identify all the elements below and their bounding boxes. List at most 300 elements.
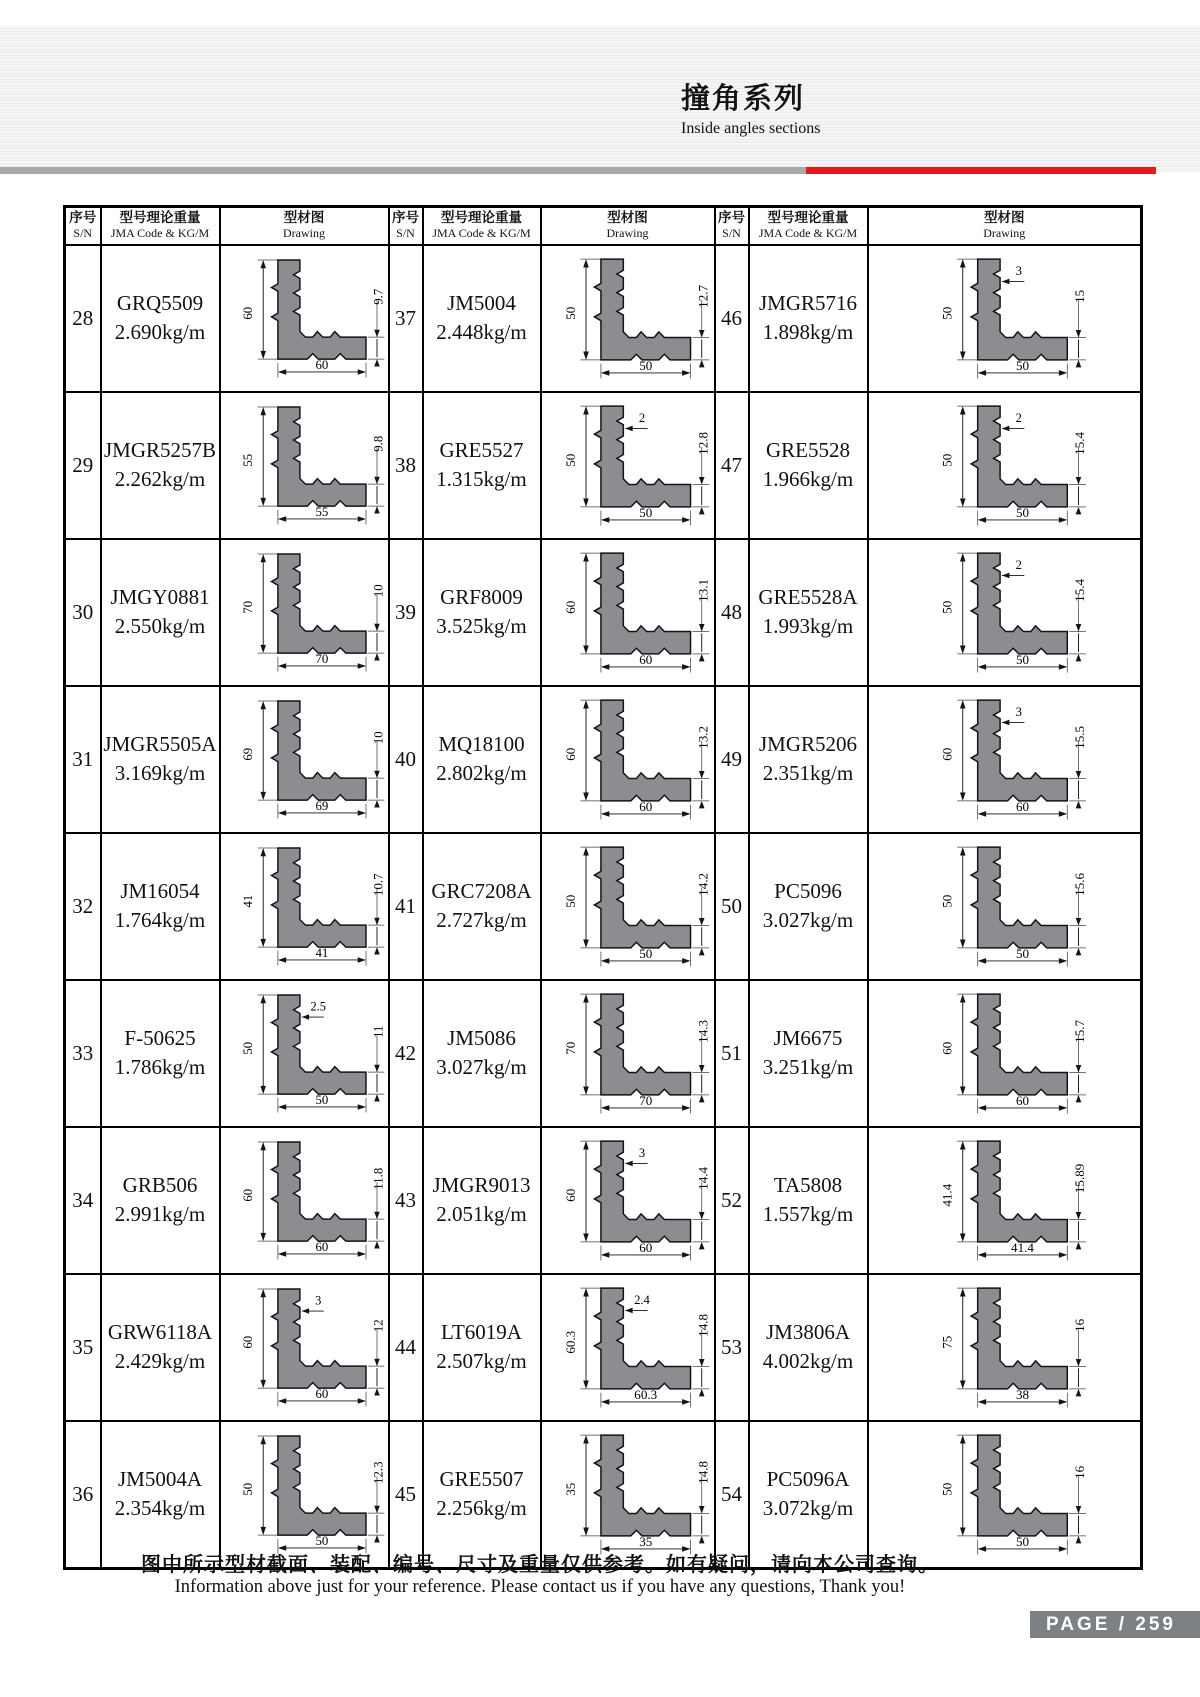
code-cell [101,686,220,833]
code-value: JM16054 [120,878,200,903]
drawing-cell [868,1127,1142,1274]
sn-value: 44 [395,1334,416,1359]
col-header-drawing: 型材图 Drawing [220,207,389,245]
profile-shape [271,260,366,359]
drawing-cell [868,392,1142,539]
code-cell [101,1421,220,1569]
drawing-cell [220,1127,389,1274]
sn-value: 52 [721,1187,742,1212]
dim-vertical-label: 50 [939,453,955,467]
profile-drawing [221,981,388,1121]
drawing-cell [868,245,1142,392]
dim-thickness-label: 15 [1071,289,1087,303]
sn-cell [389,1274,423,1421]
sn-cell [389,980,423,1127]
dim-horizontal-label: 50 [1015,357,1029,373]
drawing-cell [220,392,389,539]
drawing-cell [220,980,389,1127]
profile-shape [271,1436,366,1535]
dim-thickness-label: 15.4 [1071,431,1087,455]
code-value: JMGR5206 [758,731,858,756]
profile-shape [594,700,690,801]
weight-value: 2.802kg/m [436,761,527,785]
sn-value: 34 [72,1187,94,1212]
weight-value: 1.898kg/m [762,320,854,344]
dim-thickness-label: 12.8 [694,431,710,455]
weight-value: 2.051kg/m [436,1202,527,1226]
sn-value: 42 [395,1040,416,1065]
code-value: GRE5507 [439,1466,524,1491]
profile-shape [594,553,690,654]
sn-cell [389,1421,423,1569]
sn-value: 33 [72,1040,94,1065]
col-header-sn: 序号 S/N [65,207,101,245]
weight-value: 2.448kg/m [436,320,527,344]
dim-horizontal-label: 60 [315,1386,328,1401]
table-row [65,1421,1142,1569]
dim-horizontal-label: 50 [1015,1533,1029,1549]
profile-shape [971,1288,1067,1389]
sn-cell [389,245,423,392]
sn-cell [65,980,101,1127]
profile-drawing [869,1275,1141,1415]
dim-thickness-label: 14.8 [694,1313,710,1337]
drawing-cell [868,539,1142,686]
code-cell [101,245,220,392]
col-header-drawing: 型材图 Drawing [868,207,1142,245]
profile-shape [971,847,1067,948]
sn-cell [715,686,749,833]
dim-thickness-label: 15.7 [1071,1019,1087,1043]
code-cell [749,1421,868,1569]
code-cell [749,539,868,686]
sn-cell [65,245,101,392]
drawing-cell [541,1127,715,1274]
sn-cell [65,833,101,980]
profile-drawing [542,1128,714,1268]
sn-cell [389,833,423,980]
profile-shape [594,259,690,360]
drawing-cell [868,1274,1142,1421]
sn-cell [715,833,749,980]
dim-thickness-label: 13.1 [694,578,710,602]
profile-drawing [221,1422,388,1562]
code-cell [423,245,541,392]
code-value: F-50625 [124,1025,196,1050]
code-value: JM6675 [773,1025,843,1050]
profile-drawing [221,1275,388,1415]
dim-horizontal-label: 70 [315,651,328,666]
sn-value: 40 [395,746,416,771]
profile-drawing [869,981,1141,1121]
col-header-code: 型号理论重量 JMA Code & KG/M [423,207,541,245]
weight-value: 2.690kg/m [114,320,206,344]
profile-drawing [542,1422,714,1562]
profile-drawing [542,1275,714,1415]
weight-value: 1.993kg/m [762,614,854,638]
weight-value: 3.169kg/m [114,761,206,785]
dim-vertical-label: 60 [562,600,578,614]
accent-bar-red [806,167,1156,174]
dim-vertical-label: 69 [240,747,255,761]
sn-cell [389,686,423,833]
profile-shape [594,847,690,948]
weight-value: 1.966kg/m [762,467,854,491]
code-cell [423,1274,541,1421]
sn-cell [65,392,101,539]
dim-thickness-label: 11 [370,1025,385,1038]
col-header-code: 型号理论重量 JMA Code & KG/M [749,207,868,245]
code-cell [423,833,541,980]
code-cell [101,392,220,539]
drawing-cell [541,980,715,1127]
dim-thickness-label: 15.4 [1071,578,1087,602]
dim-vertical-label: 75 [939,1335,955,1349]
sn-value: 49 [721,746,742,771]
table-row [65,1127,1142,1274]
code-cell [423,1421,541,1569]
profile-drawing [221,834,388,974]
drawing-cell [541,539,715,686]
dim-vertical-label: 70 [562,1041,578,1055]
dim-thickness-label: 16 [1071,1465,1087,1479]
weight-value: 2.351kg/m [762,761,854,785]
profile-drawing [221,393,388,533]
sn-cell [65,1274,101,1421]
code-value: JM5004 [447,290,516,315]
dim-thickness-label: 10 [370,583,385,597]
sn-value: 41 [395,893,416,918]
dim-wall-label: 2 [638,410,645,425]
profile-drawing [542,540,714,680]
sn-value: 37 [395,305,416,330]
code-value: PC5096 [774,878,842,903]
col-header-code: 型号理论重量 JMA Code & KG/M [101,207,220,245]
sn-cell [715,245,749,392]
code-value: GRE5527 [439,437,524,462]
code-value: JMGR5257B [103,437,217,462]
weight-value: 2.354kg/m [114,1496,206,1520]
dim-vertical-label: 50 [939,1482,955,1496]
weight-value: 3.525kg/m [436,614,527,638]
weight-value: 3.027kg/m [762,908,854,932]
accent-bar [0,167,1200,174]
code-value: GRB506 [122,1172,198,1197]
weight-value: 2.727kg/m [436,908,527,932]
code-value: JM5004A [117,1466,202,1491]
profile-shape [971,994,1067,1095]
code-value: MQ18100 [438,731,525,756]
code-cell [749,980,868,1127]
col-header-sn: 序号 S/N [715,207,749,245]
profile-drawing [221,687,388,827]
dim-thickness-label: 10.7 [370,873,385,896]
dim-thickness-label: 16 [1071,1318,1087,1332]
profile-shape [271,554,366,653]
table-header-row [65,207,1142,245]
dim-horizontal-label: 38 [1015,1386,1029,1402]
dim-vertical-label: 50 [562,306,578,320]
dim-vertical-label: 50 [240,1041,255,1055]
code-cell [101,833,220,980]
profile-drawing [542,246,714,386]
catalog-table [63,205,1143,1570]
code-cell [423,686,541,833]
drawing-cell [868,833,1142,980]
weight-value: 2.507kg/m [436,1349,527,1373]
weight-value: 3.072kg/m [762,1496,854,1520]
sn-cell [389,392,423,539]
dim-thickness-label: 14.4 [694,1166,710,1190]
profile-drawing [869,1128,1141,1268]
dim-horizontal-label: 55 [315,504,328,519]
code-cell [423,539,541,686]
dim-horizontal-label: 60 [315,1239,328,1254]
dim-vertical-label: 50 [562,894,578,908]
dim-wall-label: 3 [314,1293,321,1308]
code-cell [101,1127,220,1274]
code-value: JMGR5505A [103,731,217,756]
code-value: JMGR5716 [758,290,858,315]
header-texture-band [0,26,1200,172]
profile-drawing [869,393,1141,533]
code-cell [101,1274,220,1421]
dim-thickness-label: 12.3 [370,1461,385,1484]
sn-value: 30 [72,599,94,624]
dim-horizontal-label: 50 [638,357,652,373]
profile-drawing [542,834,714,974]
sn-value: 36 [72,1481,94,1506]
weight-value: 2.550kg/m [114,614,206,638]
dim-horizontal-label: 50 [1015,945,1029,961]
dim-horizontal-label: 41.4 [1010,1239,1034,1255]
dim-vertical-label: 50 [562,453,578,467]
dim-vertical-label: 60 [562,747,578,761]
sn-value: 31 [72,746,94,771]
code-value: GRE5528A [758,584,858,609]
profile-drawing [542,393,714,533]
dim-vertical-label: 60 [240,306,255,320]
dim-horizontal-label: 70 [638,1092,652,1108]
dim-thickness-label: 9.8 [370,435,385,452]
sn-cell [715,392,749,539]
drawing-cell [541,392,715,539]
profile-shape [271,1142,366,1241]
code-value: GRC7208A [431,878,532,903]
dim-horizontal-label: 41 [315,945,328,960]
drawing-cell [541,833,715,980]
dim-wall-label: 3 [1015,704,1022,719]
dim-horizontal-label: 50 [315,1533,328,1548]
weight-value: 2.991kg/m [114,1202,206,1226]
table-row [65,686,1142,833]
code-cell [101,539,220,686]
sn-value: 47 [721,452,742,477]
dim-vertical-label: 35 [562,1482,578,1496]
code-cell [749,1127,868,1274]
code-value: GRE5528 [766,437,850,462]
dim-horizontal-label: 60 [1015,1092,1029,1108]
dim-horizontal-label: 60 [315,357,328,372]
footer-note-cn: 图中所示型材截面、装配、编号、尺寸及重量仅供参考。如有疑问，请向本公司查询。 [141,1552,939,1576]
profile-shape [271,407,366,506]
sn-value: 38 [395,452,416,477]
code-value: JMGR9013 [432,1172,531,1197]
sn-value: 53 [721,1334,742,1359]
weight-value: 1.786kg/m [114,1055,206,1079]
code-value: GRF8009 [440,584,523,609]
drawing-cell [220,686,389,833]
weight-value: 2.256kg/m [436,1496,527,1520]
dim-horizontal-label: 50 [1015,504,1029,520]
sn-cell [715,1127,749,1274]
profile-drawing [542,687,714,827]
dim-horizontal-label: 50 [1015,651,1029,667]
page-number-badge: PAGE / 259 [1030,1611,1200,1638]
dim-vertical-label: 60.3 [562,1330,578,1354]
table-row [65,539,1142,686]
sn-cell [65,1421,101,1569]
sn-cell [715,1421,749,1569]
page-subtitle: Inside angles sections [681,120,821,137]
dim-vertical-label: 50 [939,600,955,614]
dim-horizontal-label: 35 [638,1533,652,1549]
dim-horizontal-label: 50 [638,504,652,520]
profile-drawing [221,1128,388,1268]
dim-horizontal-label: 60.3 [633,1386,657,1402]
col-header-sn: 序号 S/N [389,207,423,245]
code-value: TA5808 [773,1172,843,1197]
code-cell [749,245,868,392]
dim-vertical-label: 60 [240,1335,255,1349]
code-value: PC5096A [766,1466,850,1491]
dim-vertical-label: 60 [240,1188,255,1202]
dim-horizontal-label: 60 [638,798,652,814]
drawing-cell [868,980,1142,1127]
dim-horizontal-label: 50 [315,1092,328,1107]
code-cell [423,980,541,1127]
dim-wall-label: 3 [1015,263,1022,278]
dim-thickness-label: 12 [370,1318,385,1332]
weight-value: 1.557kg/m [762,1202,854,1226]
dim-vertical-label: 60 [939,747,955,761]
code-cell [101,980,220,1127]
sn-cell [65,539,101,686]
drawing-cell [220,1421,389,1569]
profile-drawing [542,981,714,1121]
weight-value: 1.764kg/m [114,908,206,932]
dim-wall-label: 2 [1015,557,1022,572]
code-cell [423,1127,541,1274]
sn-value: 29 [72,452,94,477]
page-title: 撞角系列 [681,81,806,115]
dim-horizontal-label: 50 [638,945,652,961]
footer-note-en: Information above just for your reference. Please contact us if you have any questions, Thank you! [174,1577,906,1597]
page-title-block [681,76,821,138]
sn-value: 50 [721,893,742,918]
table-row [65,392,1142,539]
sn-cell [715,1274,749,1421]
sn-cell [715,980,749,1127]
code-value: GRW6118A [107,1319,213,1344]
dim-thickness-label: 14.2 [694,872,710,896]
code-cell [423,392,541,539]
sn-value: 46 [721,305,742,330]
profile-drawing [869,687,1141,827]
dim-vertical-label: 50 [240,1482,255,1496]
profile-drawing [869,246,1141,386]
code-value: LT6019A [441,1319,522,1344]
table-row [65,980,1142,1127]
code-value: JM5086 [447,1025,516,1050]
profile-shape [271,848,366,947]
dim-wall-label: 2 [1015,410,1022,425]
accent-bar-gray [0,167,806,174]
dim-horizontal-label: 60 [1015,798,1029,814]
weight-value: 1.315kg/m [436,467,527,491]
drawing-cell [541,686,715,833]
drawing-cell [868,686,1142,833]
dim-thickness-label: 14.8 [694,1460,710,1484]
sn-cell [389,539,423,686]
dim-horizontal-label: 69 [315,798,328,813]
dim-thickness-label: 9.7 [370,288,385,305]
dim-thickness-label: 15.89 [1071,1163,1087,1193]
profile-drawing [869,540,1141,680]
profile-drawing [869,834,1141,974]
profile-shape [971,1141,1067,1242]
dim-thickness-label: 15.6 [1071,872,1087,896]
dim-vertical-label: 60 [939,1041,955,1055]
dim-thickness-label: 13.2 [694,725,710,749]
sn-value: 45 [395,1481,416,1506]
sn-cell [65,1127,101,1274]
sn-value: 48 [721,599,742,624]
sn-cell [715,539,749,686]
dim-thickness-label: 15.5 [1071,725,1087,749]
drawing-cell [541,245,715,392]
profile-shape [594,994,690,1095]
dim-vertical-label: 41 [240,894,255,908]
code-value: GRQ5509 [116,290,204,315]
profile-drawing [869,1422,1141,1562]
drawing-cell [220,539,389,686]
drawing-cell [541,1421,715,1569]
dim-vertical-label: 50 [939,894,955,908]
dim-thickness-label: 10 [370,730,385,744]
code-value: JM3806A [765,1319,850,1344]
weight-value: 2.429kg/m [114,1349,206,1373]
profile-shape [971,1435,1067,1536]
sn-value: 39 [395,599,416,624]
weight-value: 4.002kg/m [762,1349,854,1373]
dim-thickness-label: 11.8 [370,1167,385,1190]
drawing-cell [220,833,389,980]
sn-cell [389,1127,423,1274]
dim-wall-label: 2.4 [633,1292,650,1307]
dim-horizontal-label: 60 [638,651,652,667]
weight-value: 2.262kg/m [114,467,206,491]
weight-value: 3.251kg/m [762,1055,854,1079]
sn-cell [65,686,101,833]
sn-value: 28 [72,305,94,330]
profile-drawing [221,540,388,680]
dim-vertical-label: 50 [939,306,955,320]
drawing-cell [868,1421,1142,1569]
code-cell [749,1274,868,1421]
dim-wall-label: 2.5 [310,999,326,1014]
table-row [65,1274,1142,1421]
